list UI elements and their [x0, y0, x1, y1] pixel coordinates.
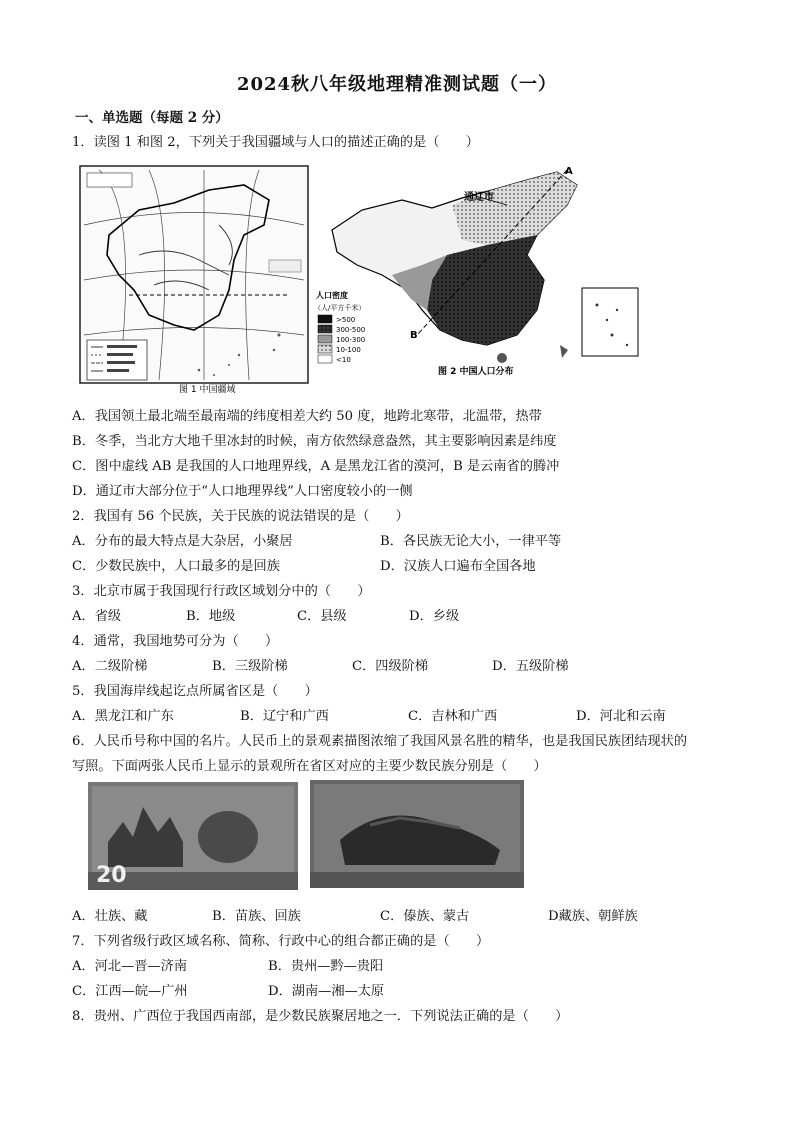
q1-option-c: C．图中虚线 AB 是我国的人口地理界线，A 是黑龙江省的漠河，B 是云南省的腾冲	[72, 459, 560, 474]
q7-option-d: D．湖南—湘—太原	[268, 984, 385, 999]
q2-option-b: B．各民族无论大小，一律平等	[380, 534, 562, 549]
q6-option-a: A．壮族、藏	[72, 909, 148, 924]
legend-item: 10-100	[336, 346, 361, 354]
q2-option-a: A．分布的最大特点是大杂居，小聚居	[72, 534, 293, 549]
legend-item: 100-300	[336, 336, 366, 344]
q6-stem-line-1: 6．人民币号称中国的名片。人民币上的景观素描图浓缩了我国风景名胜的精华，也是我国民族团结现状的	[72, 734, 688, 749]
fig2-label-b: B	[410, 330, 418, 341]
q4-stem: 4．通常，我国地势可分为（ ）	[72, 634, 279, 649]
q5-option-d: D．河北和云南	[576, 709, 666, 724]
q1-option-b: B．冬季，当北方大地千里冰封的时候，南方依然绿意盎然，其主要影响因素是纬度	[72, 434, 557, 449]
population-map-graphic	[312, 160, 642, 390]
q2-option-c: C．少数民族中，人口最多的是回族	[72, 559, 280, 574]
legend-title: 人口密度	[316, 291, 348, 300]
legend-item: <10	[336, 356, 351, 364]
q7-option-c: C．江西—皖—广州	[72, 984, 188, 999]
legend-unit: （人/平方千米）	[314, 304, 366, 312]
legend-item: 300-500	[336, 326, 366, 334]
banknote-1-graphic	[88, 782, 298, 890]
q3-option-a: A．省级	[72, 609, 122, 624]
q1-option-d: D．通辽市大部分位于“人口地理界线”人口密度较小的一侧	[72, 484, 413, 499]
q4-option-d: D．五级阶梯	[492, 659, 569, 674]
q7-stem: 7．下列省级行政区域名称、简称、行政中心的组合都正确的是（ ）	[72, 934, 490, 949]
q2-option-d: D．汉族人口遍布全国各地	[380, 559, 536, 574]
q3-option-c: C．县级	[297, 609, 347, 624]
q3-stem: 3．北京市属于我国现行行政区域划分中的（ ）	[72, 584, 371, 599]
q2-stem: 2．我国有 56 个民族，关于民族的说法错误的是（ ）	[72, 509, 409, 524]
q1-stem: 1．读图 1 和图 2，下列关于我国疆域与人口的描述正确的是（ ）	[72, 135, 479, 150]
q5-option-b: B．辽宁和广西	[240, 709, 329, 724]
fig2-city-label: 通辽市	[464, 192, 494, 203]
fig2-label-a: A	[565, 166, 573, 177]
figure-1-territory-map	[79, 165, 309, 395]
q7-option-a: A．河北—晋—济南	[72, 959, 188, 974]
figure-2-population-map	[312, 160, 642, 390]
q7-option-b: B．贵州—黔—贵阳	[268, 959, 384, 974]
banknote-image-2	[310, 780, 524, 888]
q5-stem: 5．我国海岸线起讫点所属省区是（ ）	[72, 684, 318, 699]
q6-option-d: D藏族、朝鲜族	[548, 909, 638, 924]
legend-item: >500	[336, 316, 356, 324]
section-heading: 一、单选题（每题 2 分）	[75, 110, 229, 126]
q4-option-c: C．四级阶梯	[352, 659, 429, 674]
q5-option-a: A．黑龙江和广东	[72, 709, 174, 724]
banknote-denomination: 20	[96, 863, 127, 888]
q6-option-b: B．苗族、回族	[212, 909, 301, 924]
q6-option-c: C．傣族、蒙古	[380, 909, 470, 924]
q6-stem-line-2: 写照。下面两张人民币上显示的景观所在省区对应的主要少数民族分别是（ ）	[72, 759, 547, 774]
fig1-caption: 图 1 中国疆域	[179, 385, 236, 395]
q1-option-a: A．我国领土最北端至最南端的纬度相差大约 50 度，地跨北寒带，北温带，热带	[72, 409, 542, 424]
page-title: 2024秋八年级地理精准测试题（一）	[236, 74, 558, 95]
q4-option-a: A．二级阶梯	[72, 659, 148, 674]
q5-option-c: C．吉林和广西	[408, 709, 498, 724]
q3-option-b: B．地级	[186, 609, 236, 624]
q4-option-b: B．三级阶梯	[212, 659, 288, 674]
q8-stem: 8．贵州、广西位于我国西南部，是少数民族聚居地之一．下列说法正确的是（ ）	[72, 1009, 569, 1024]
banknote-image-1	[88, 782, 298, 890]
banknote-2-graphic	[310, 780, 524, 888]
fig2-caption: 图 2 中国人口分布	[438, 367, 514, 377]
territory-map-graphic	[79, 165, 309, 395]
q3-option-d: D．乡级	[409, 609, 460, 624]
